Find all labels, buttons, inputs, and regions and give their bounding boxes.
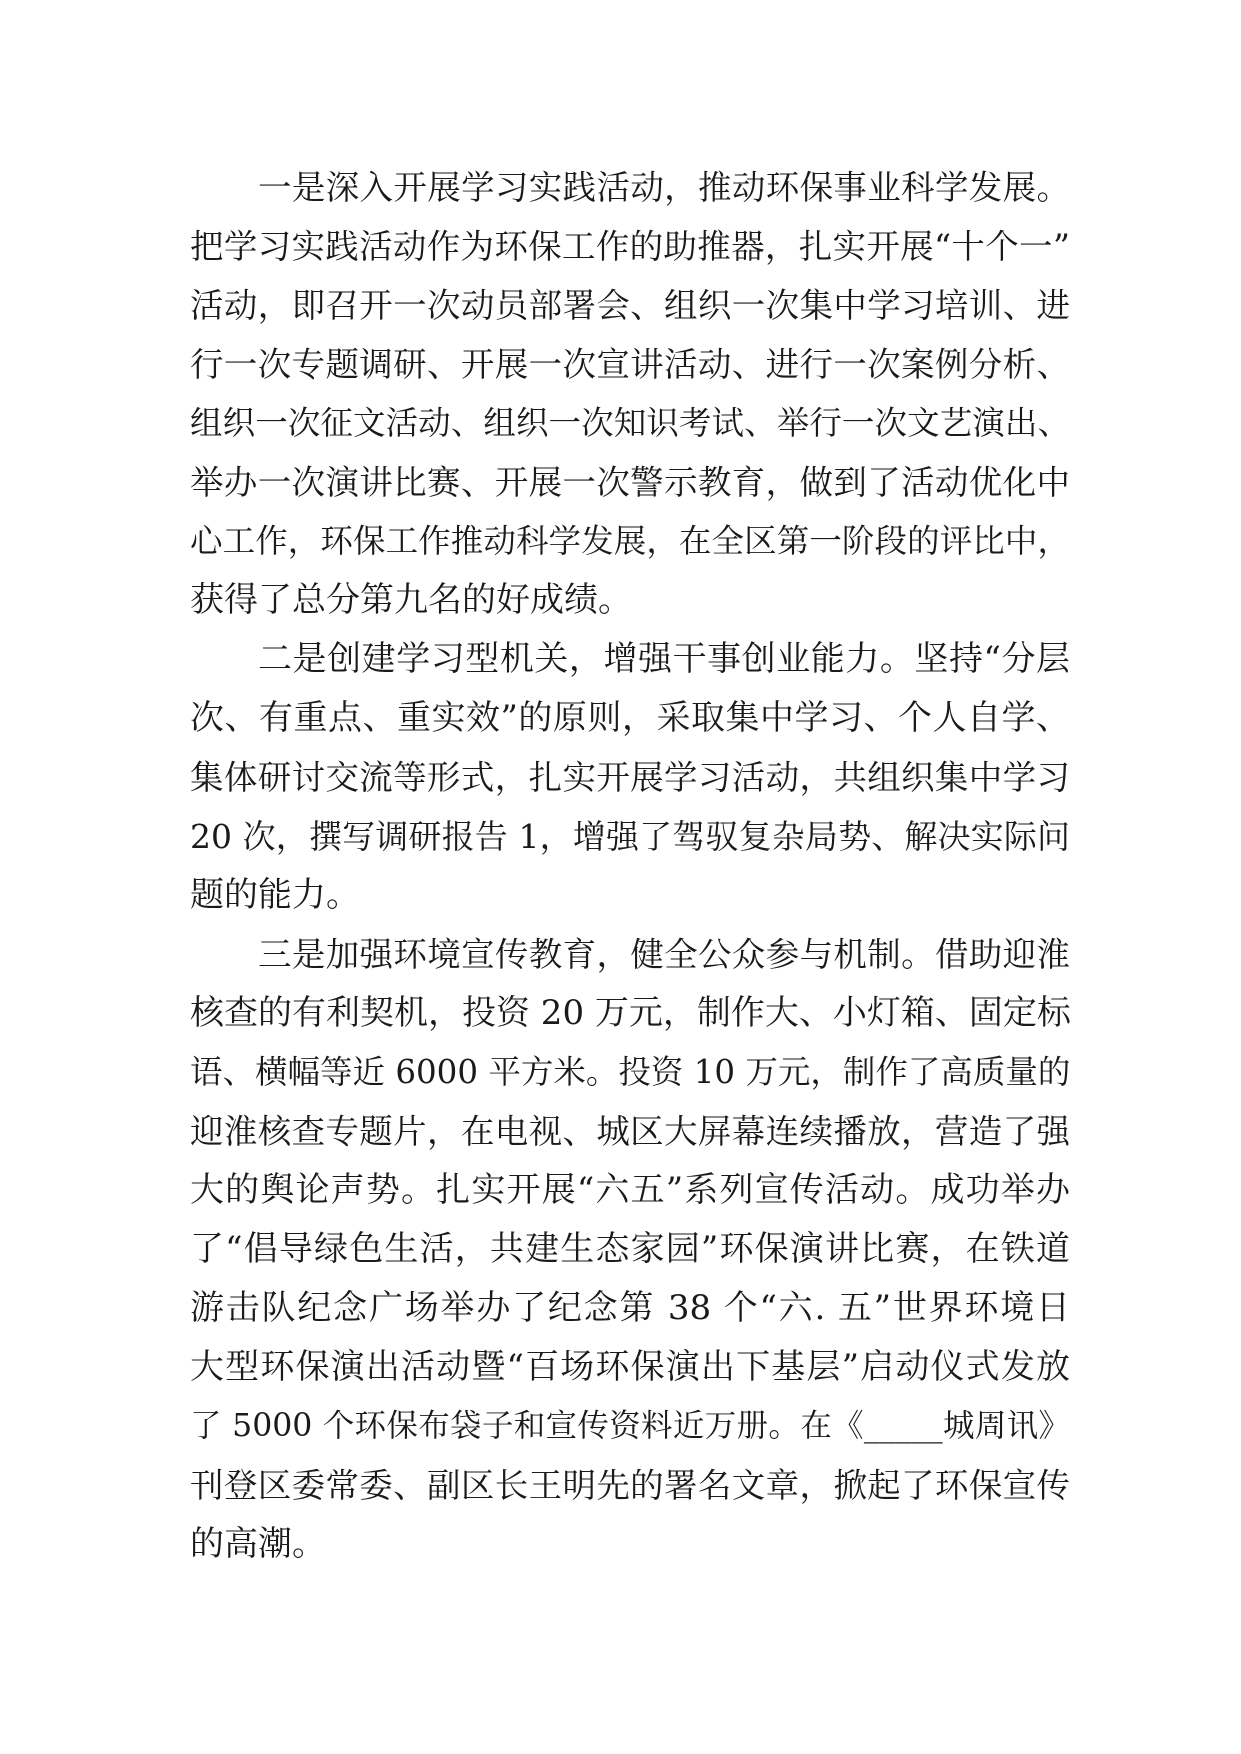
text-line: 三是加强环境宣传教育，健全公众参与机制。借助迎淮	[258, 935, 1070, 974]
text-line: 二是创建学习型机关，增强干事创业能力。坚持“分层	[258, 639, 1070, 679]
text-line: 举办一次演讲比赛、开展一次警示教育，做到了活动优化中	[190, 463, 1070, 502]
paragraph-2	[190, 630, 1070, 925]
text-line: 大型环保演出活动暨“百场环保演出下基层”启动仪式发放	[190, 1347, 1070, 1387]
text-line: 一是深入开展学习实践活动，推动环保事业科学发展。	[258, 168, 1070, 207]
text-line: 迎淮核查专题片，在电视、城区大屏幕连续播放，营造了强	[190, 1112, 1070, 1151]
text-line: 的高潮。	[190, 1524, 326, 1564]
text-line: 获得了总分第九名的好成绩。	[190, 580, 632, 620]
text-line: 刊登区委常委、副区长王明先的署名文章，掀起了环保宣传	[190, 1466, 1070, 1505]
text-line: 次、有重点、重实效”的原则，采取集中学习、个人自学、	[190, 698, 1070, 738]
text-line: 核查的有利契机，投资 20 万元，制作大、小灯箱、固定标	[190, 993, 1071, 1033]
document-body	[190, 158, 1070, 1574]
text-line: 了“倡导绿色生活，共建生态家园”环保演讲比赛，在铁道	[190, 1229, 1070, 1269]
text-line: 心工作，环保工作推动科学发展，在全区第一阶段的评比中，	[190, 522, 1070, 560]
text-line: 了 5000 个环保布袋子和宣传资料近万册。在《_____城周讯》	[190, 1408, 1070, 1444]
text-line: 集体研讨交流等形式，扎实开展学习活动，共组织集中学习	[190, 758, 1070, 797]
text-line: 把学习实践活动作为环保工作的助推器，扎实开展“十个一”	[190, 227, 1070, 266]
paragraph-3	[190, 925, 1070, 1574]
text-line: 语、横幅等近 6000 平方米。投资 10 万元，制作了高质量的	[190, 1053, 1071, 1091]
text-line: 题的能力。	[190, 875, 360, 915]
text-line: 组织一次征文活动、组织一次知识考试、举行一次文艺演出、	[190, 404, 1070, 442]
paragraph-1	[190, 158, 1070, 630]
text-line: 活动，即召开一次动员部署会、组织一次集中学习培训、进	[190, 286, 1070, 325]
text-line: 行一次专题调研、开展一次宣讲活动、进行一次案例分析、	[190, 345, 1070, 384]
text-line: 20 次，撰写调研报告 1，增强了驾驭复杂局势、解决实际问	[190, 817, 1070, 856]
text-line: 游击队纪念广场举办了纪念第 38 个“六. 五”世界环境日	[190, 1288, 1070, 1328]
text-line: 大的舆论声势。扎实开展“六五”系列宣传活动。成功举办	[190, 1170, 1070, 1210]
